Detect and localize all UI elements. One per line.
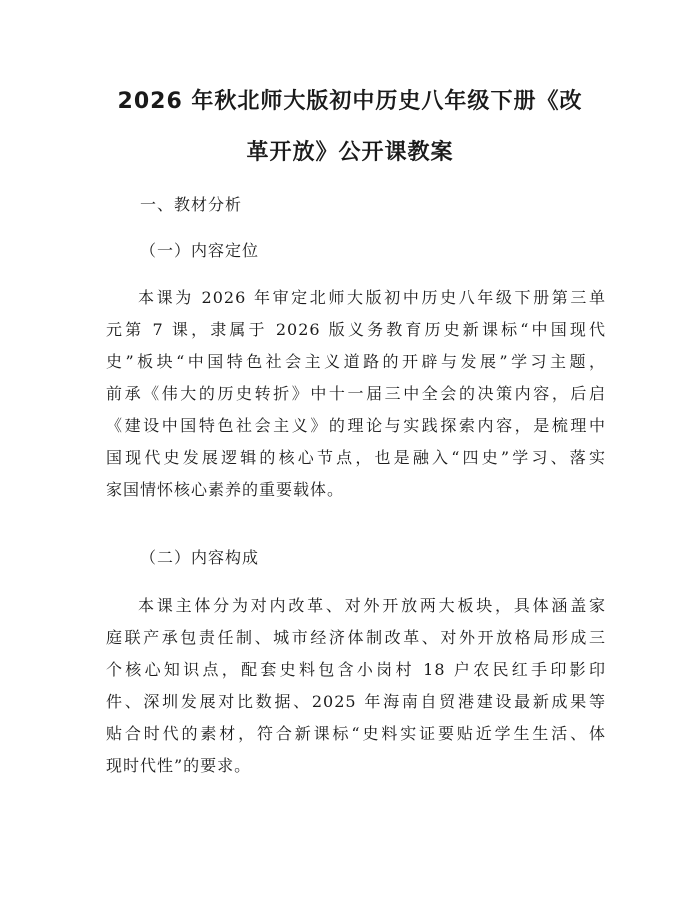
paragraph-line: 元第 7 课，隶属于 2026 版义务教育历史新课标“中国现代 bbox=[106, 320, 606, 339]
paragraph-line: 件、深圳发展对比数据、2025 年海南自贸港建设最新成果等 bbox=[106, 692, 606, 711]
paragraph-line: 个核心知识点，配套史料包含小岗村 18 户农民红手印影印 bbox=[106, 660, 606, 679]
paragraph-line: 国现代史发展逻辑的核心节点，也是融入“四史”学习、落实 bbox=[106, 448, 606, 467]
paragraph-line: 现时代性”的要求。 bbox=[106, 756, 252, 775]
paragraph-line: 贴合时代的素材，符合新课标“史料实证要贴近学生生活、体 bbox=[106, 724, 606, 743]
paragraph-line: 本课主体分为对内改革、对外开放两大板块，具体涵盖家 bbox=[138, 596, 606, 615]
paragraph-line: 本课为 2026 年审定北师大版初中历史八年级下册第三单 bbox=[138, 288, 606, 307]
paragraph-content-composition bbox=[106, 590, 606, 782]
document-title-line-1: 2026 年秋北师大版初中历史八年级下册《改 bbox=[117, 89, 583, 114]
paragraph-line: 家国情怀核心素养的重要载体。 bbox=[106, 480, 345, 499]
paragraph-line: 《建设中国特色社会主义》的理论与实践探索内容，是梳理中 bbox=[106, 416, 606, 435]
subsection-heading-content-positioning: （一）内容定位 bbox=[140, 241, 260, 260]
paragraph-line: 史”板块“中国特色社会主义道路的开辟与发展”学习主题， bbox=[106, 352, 606, 371]
document-title-line-2: 革开放》公开课教案 bbox=[246, 140, 454, 165]
paragraph-content-positioning bbox=[106, 282, 606, 506]
paragraph-line: 庭联产承包责任制、城市经济体制改革、对外开放格局形成三 bbox=[106, 628, 606, 647]
section-heading-teaching-material-analysis: 一、教材分析 bbox=[140, 195, 243, 214]
paragraph-line: 前承《伟大的历史转折》中十一届三中全会的决策内容，后启 bbox=[106, 384, 606, 403]
subsection-heading-content-composition: （二）内容构成 bbox=[140, 548, 260, 567]
